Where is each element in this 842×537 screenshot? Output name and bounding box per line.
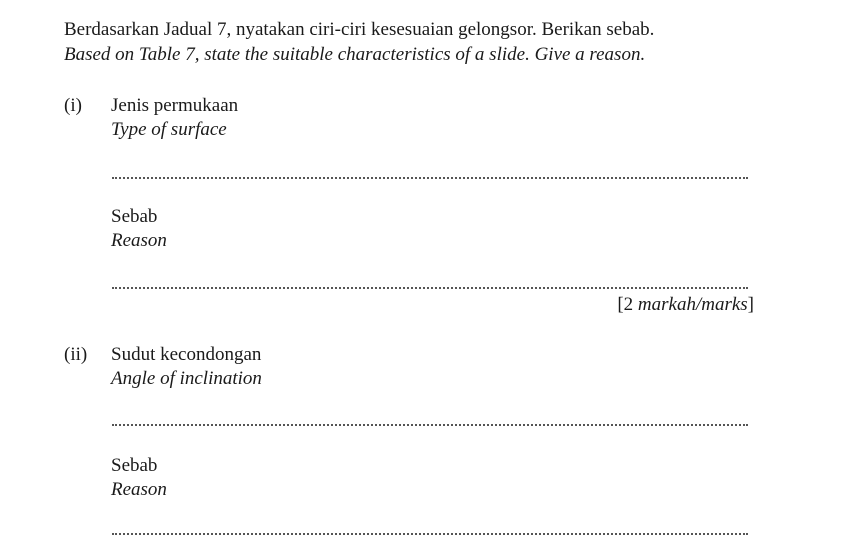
part-ii-reason-malay: Sebab (111, 455, 158, 476)
part-ii-reason-answer-line[interactable] (112, 533, 748, 535)
part-i-reason-malay: Sebab (111, 206, 158, 227)
part-i-prompt-english: Type of surface (111, 119, 227, 140)
part-ii-reason-english: Reason (111, 479, 167, 500)
part-i-prompt-malay: Jenis permukaan (111, 95, 239, 116)
part-ii-prompt-malay: Sudut kecondongan (111, 344, 262, 365)
part-ii-prompt-english: Angle of inclination (111, 368, 262, 389)
part-ii-number: (ii) (64, 344, 88, 365)
part-ii-answer-line[interactable] (112, 424, 748, 426)
part-i-marks (617, 294, 754, 316)
marks-prefix: [2 (617, 294, 638, 315)
part-i-answer-line[interactable] (112, 177, 748, 179)
part-i-number: (i) (64, 95, 82, 116)
marks-suffix: ] (747, 294, 754, 315)
instruction-malay: Berdasarkan Jadual 7, nyatakan ciri-ciri kesesuaian gelongsor. Berikan sebab. (64, 19, 655, 40)
instruction-english: Based on Table 7, state the suitable characteristics of a slide. Give a reason. (64, 44, 646, 65)
marks-label: markah/marks (637, 294, 748, 315)
part-i-reason-answer-line[interactable] (112, 287, 748, 289)
part-i-reason-english: Reason (111, 230, 167, 251)
